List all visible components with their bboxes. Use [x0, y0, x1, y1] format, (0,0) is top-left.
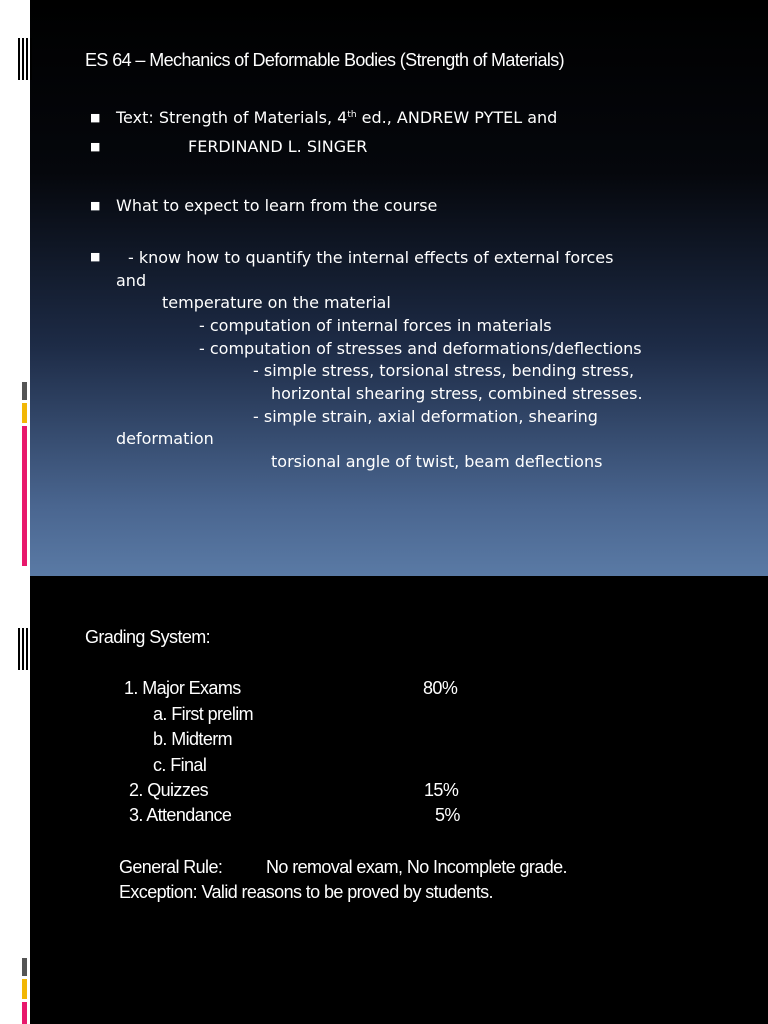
sidebar-accent-gray [22, 382, 27, 400]
grade-item-label: 2. Quizzes [129, 780, 209, 800]
grade-item-value: 5% [435, 805, 460, 825]
author-line: FERDINAND L. SINGER [188, 137, 368, 156]
content-line: temperature on the material [162, 293, 391, 312]
bullet-icon: ■ [90, 111, 101, 124]
content-line: - know how to quantify the internal effects of external forces [128, 248, 614, 267]
grade-item-value: 15% [424, 780, 459, 800]
rule-label: General Rule: [119, 857, 223, 877]
grade-item-label: b. Midterm [153, 729, 233, 749]
bullet-icon: ■ [90, 140, 101, 153]
content-line: deformation [116, 429, 214, 448]
content-line: horizontal shearing stress, combined stresses. [271, 384, 643, 403]
sidebar-accent-gold [22, 979, 27, 999]
bullet-icon: ■ [90, 250, 101, 263]
sidebar-accent-gray [22, 958, 27, 976]
slide-title: ES 64 – Mechanics of Deformable Bodies (Strength of Materials) [85, 50, 565, 70]
content-line: - computation of internal forces in materials [199, 316, 552, 335]
grade-item-label: 3. Attendance [129, 805, 232, 825]
content-line: - simple strain, axial deformation, shearing [253, 407, 598, 426]
barcode-decoration [18, 628, 32, 670]
content-line: torsional angle of twist, beam deflections [271, 452, 603, 471]
expect-line: What to expect to learn from the course [116, 196, 438, 215]
content-line: - simple stress, torsional stress, bending stress, [253, 361, 635, 380]
sidebar-accent-pink [22, 426, 27, 566]
sidebar-accent-pink [22, 1002, 27, 1024]
grade-item-value: 80% [423, 678, 458, 698]
sidebar-accent-gold [22, 403, 27, 423]
grading-heading: Grading System: [85, 627, 211, 647]
bullet-icon: ■ [90, 199, 101, 212]
barcode-decoration [18, 38, 32, 80]
content-line: and [116, 271, 147, 290]
grade-item-label: c. Final [153, 755, 207, 775]
grade-item-label: 1. Major Exams [124, 678, 241, 698]
rule-text: No removal exam, No Incomplete grade. [266, 857, 567, 877]
textbook-line: Text: Strength of Materials, 4th ed., ANDREW PYTEL and [116, 108, 558, 127]
exception-text: Exception: Valid reasons to be proved by students. [119, 882, 493, 902]
slide-2 [0, 576, 768, 1024]
content-line: - computation of stresses and deformations/deflections [199, 339, 642, 358]
grade-item-label: a. First prelim [153, 704, 254, 724]
